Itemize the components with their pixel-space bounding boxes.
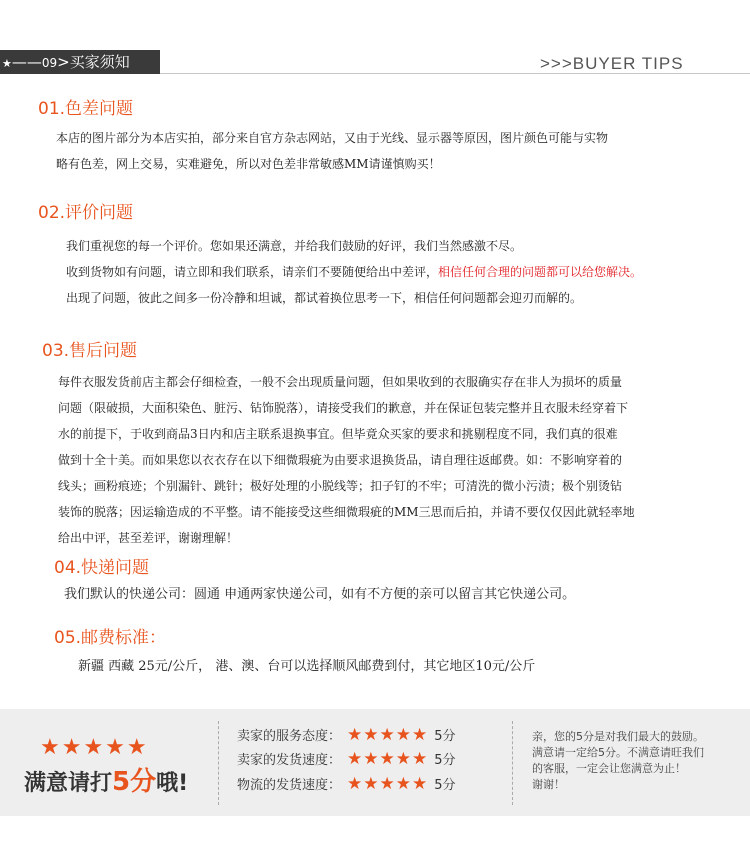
section-body-review: [66, 233, 642, 311]
rating-label: 物流的发货速度：: [237, 778, 342, 793]
header-dash: ——: [11, 53, 42, 71]
buyer-tips-label: >>>BUYER TIPS: [540, 54, 684, 73]
section-title-delivery: 04.快递问题: [54, 558, 150, 578]
section-title-review: 02.评价问题: [38, 203, 134, 223]
header-arrow: >: [57, 53, 70, 71]
rating-label: 卖家的发货速度：: [237, 753, 342, 768]
section-title-shipping: 05.邮费标准：: [54, 628, 167, 648]
paragraph-line: 装饰的脱落；因运输造成的不平整。请不能接受这些细微瑕疵的MM三思而后拍，并请不要仅仅因此就轻率地: [58, 505, 635, 519]
paragraph-line: 新疆 西藏 25元/公斤， 港、澳、台可以选择顺风邮费到付，其它地区10元/公斤: [78, 659, 536, 674]
section-body-shipping: [78, 654, 535, 680]
rating-score: 5分: [434, 729, 456, 744]
paragraph-line: 每件衣服发货前店主都会仔细检查，一般不会出现质量问题，但如果收到的衣服确实存在非人为损坏的质量: [58, 375, 623, 389]
paragraph-line: 略有色差，网上交易，实难避免，所以对色差非常敏感MM请谨慎购买！: [56, 157, 441, 171]
satisfied-slogan: 满意请打5分哦!: [24, 767, 189, 797]
star-rating-icon: ★★★★★: [347, 774, 429, 794]
header-number: 09: [41, 56, 58, 70]
paragraph-line: 出现了问题，彼此之间多一份冷静和坦诚，都试着换位思考一下，相信任何问题都会迎刃而解的。: [66, 291, 583, 305]
rating-footer: [0, 709, 750, 816]
paragraph-line: 本店的图片部分为本店实拍，部分来自官方杂志网站，又由于光线、显示器等原因，图片颜色可能与实物: [56, 131, 609, 145]
footer-divider: [512, 721, 513, 805]
rating-row-shipping-speed: [237, 749, 456, 769]
star-icon: ★: [2, 57, 12, 70]
footer-divider: [218, 721, 219, 805]
rating-row-service: [237, 725, 456, 745]
star-rating-icon: ★★★★★: [347, 725, 429, 745]
paragraph-line: 水的前提下，于收到商品3日内和店主联系退换事宜。但毕竟众买家的要求和挑剔程度不同，我们真的很难: [58, 427, 618, 441]
rating-score: 5分: [434, 778, 456, 793]
paragraph-line: 收到货物如有问题，请立即和我们联系，请亲们不要随便给出中差评，相信任何合理的问题都可以给您解决。: [66, 265, 643, 279]
five-star-icon: ★★★★★: [40, 735, 149, 760]
paragraph-line: 做到十全十美。而如果您以衣衣存在以下细微瑕疵为由要求退换货品，请自理往返邮费。如：不影响穿着的: [58, 453, 623, 467]
paragraph-line: 我们重视您的每一个评价。您如果还满意，并给我们鼓励的好评，我们当然感激不尽。: [66, 239, 523, 253]
paragraph-line: 给出中评，甚至差评，谢谢理解！: [58, 531, 239, 545]
paragraph-line: 问题（限破损，大面积染色、脏污、钻饰脱落），请接受我们的歉意，并在保证包装完整并且衣服未经穿着下: [58, 401, 629, 415]
rating-label: 卖家的服务态度：: [237, 729, 342, 744]
paragraph-line: 我们默认的快递公司：圆通 申通两家快递公司，如有不方便的亲可以留言其它快递公司。: [64, 587, 576, 602]
rating-row-logistics: [237, 774, 456, 794]
section-body-color: [56, 125, 608, 177]
section-title-aftersale: 03.售后问题: [42, 341, 138, 361]
paragraph-line: 线头；画粉痕迹；个别漏针、跳针；极好处理的小脱线等；扣子钉的不牢；可清洗的微小污渍；极个别烫钻: [58, 479, 623, 493]
five-points-text: 5分: [112, 767, 157, 797]
section-body-aftersale: [58, 369, 635, 551]
rating-score: 5分: [434, 753, 456, 768]
section-title-color: 01.色差问题: [38, 99, 134, 119]
thanks-note: 亲，您的5分是对我们最大的鼓励。 满意请一定给5分。不满意请旺我们 的客服，一定会让您满意为止！ 谢谢！: [532, 730, 704, 791]
section-body-delivery: [64, 582, 575, 608]
section-header-bar: [0, 50, 160, 74]
highlight-text: 相信任何合理的问题都可以给您解决。: [438, 265, 643, 279]
header-title: 买家须知: [69, 53, 130, 71]
star-rating-icon: ★★★★★: [347, 749, 429, 769]
